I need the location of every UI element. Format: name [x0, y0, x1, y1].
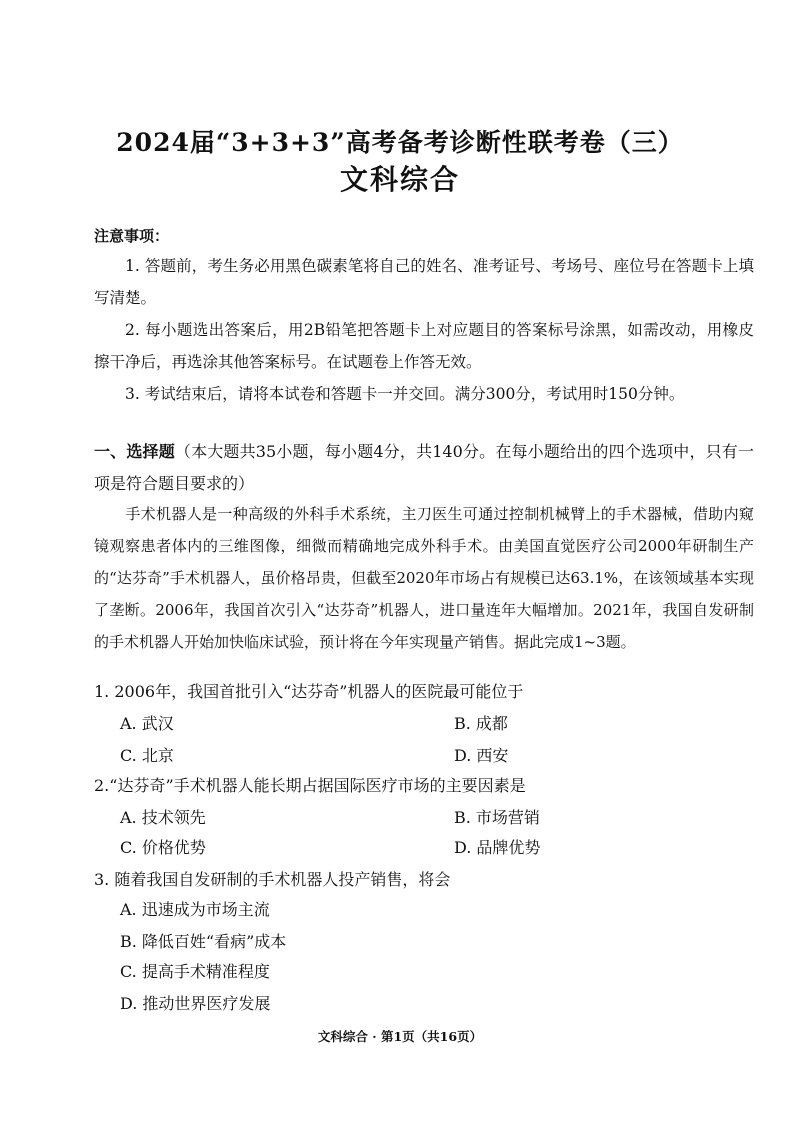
notice-item-3: 3. 考试结束后，请将本试卷和答题卡一并交回。满分300分，考试用时150分钟。 — [125, 385, 685, 403]
question-2-stem: 2.“达芬奇”手术机器人能长期占据国际医疗市场的主要因素是 — [94, 776, 526, 795]
question-1-option-b: B. 成都 — [454, 714, 508, 733]
page-footer: 文科综合 · 第1页（共16页） — [317, 1029, 483, 1044]
question-1-option-a: A. 武汉 — [120, 714, 174, 733]
question-2-option-c: C. 价格优势 — [120, 838, 206, 857]
question-1-stem: 1. 2006年，我国首批引入“达芬奇”机器人的医院最可能位于 — [94, 682, 524, 701]
question-3-option-b: B. 降低百姓“看病”成本 — [120, 932, 287, 951]
section-instruction: （本大题共35小题，每小题4分，共140分。在每小题给出的四个选项中，只有一项是符合题目要求的） — [94, 442, 754, 493]
notice-item-1: 1. 答题前，考生务必用黑色碳素笔将自己的姓名、准考证号、考场号、座位号在答题卡上填写清楚。 — [94, 257, 754, 307]
notice-item-2: 2. 每小题选出答案后，用2B铅笔把答题卡上对应题目的答案标号涂黑，如需改动，用橡皮擦干净后，再选涂其他答案标号。在试题卷上作答无效。 — [94, 321, 754, 371]
section-heading — [94, 436, 754, 500]
question-3-option-c: C. 提高手术精准程度 — [120, 962, 270, 981]
question-3-option-d: D. 推动世界医疗发展 — [120, 994, 271, 1013]
question-3-option-a: A. 迅速成为市场主流 — [120, 900, 270, 919]
question-1-option-c: C. 北京 — [120, 746, 174, 765]
question-1-option-d: D. 西安 — [454, 746, 509, 765]
question-3-stem: 3. 随着我国自发研制的手术机器人投产销售，将会 — [94, 870, 451, 889]
notice-heading: 注意事项： — [94, 227, 170, 245]
exam-subject: 文科综合 — [339, 163, 460, 196]
section-label: 一、选择题 — [94, 442, 175, 461]
question-2-option-a: A. 技术领先 — [120, 808, 206, 827]
question-2-option-b: B. 市场营销 — [454, 808, 540, 827]
reading-material: 手术机器人是一种高级的外科手术系统，主刀医生可通过控制机械臂上的手术器械，借助内窥镜观察患者体内的三维图像，细微而精确地完成外科手术。由美国直觉医疗公司2000年研制生产的“达芬奇”手术机器人，虽价格昂贵，但截至2020年市场占有规模已达63.1%，在该领域基本实现了垄断。2006年，我国首次引入“达芬奇”机器人，进口量连年大幅增加。2021年，我国自发研制的手术机器人开始加快临床试验，预计将在今年实现量产销售。据此完成1~3题。 — [94, 505, 754, 651]
exam-title: 2024届“3+3+3”高考备考诊断性联考卷（三） — [116, 128, 684, 157]
question-2-option-d: D. 品牌优势 — [454, 838, 541, 857]
